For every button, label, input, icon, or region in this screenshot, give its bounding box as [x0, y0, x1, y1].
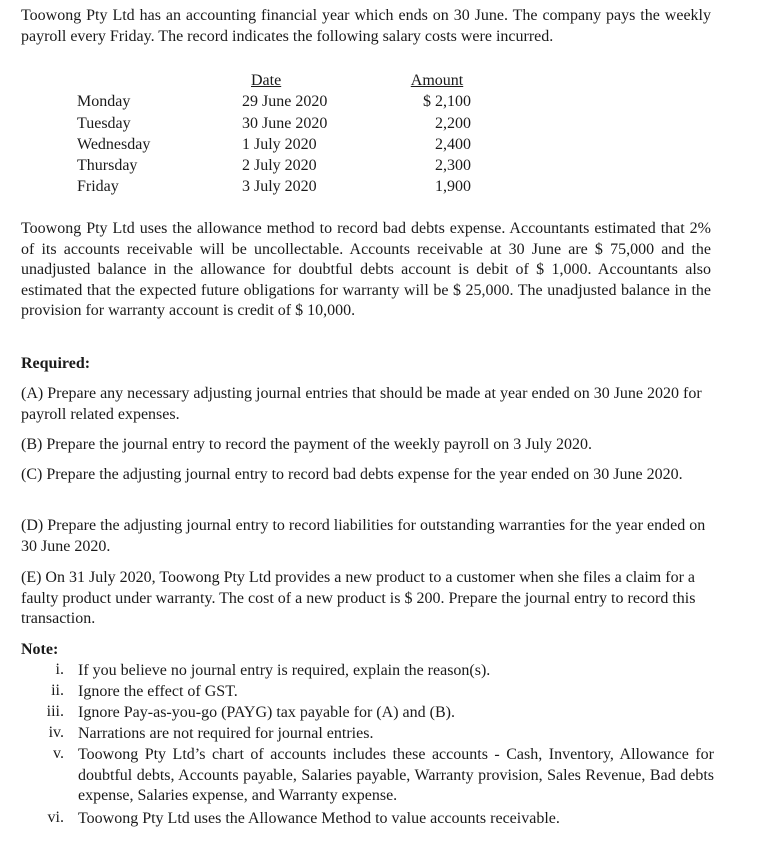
table-row-date: 3 July 2020: [242, 178, 317, 196]
amount-header: Amount: [410, 72, 464, 89]
note-number: i.: [55, 661, 64, 678]
amount-column: [403, 70, 471, 198]
table-row-amount: 1,900: [435, 178, 471, 196]
note-number: iii.: [46, 703, 64, 720]
day-column: [77, 70, 150, 198]
table-row-date: 30 June 2020: [242, 114, 328, 132]
note-number: vi.: [47, 809, 64, 826]
question-d: (D) Prepare the adjusting journal entry to record liabilities for outstanding warranties for the year ended on 30 June 2020.: [21, 517, 706, 555]
question-b: (B) Prepare the journal entry to record the payment of the weekly payroll on 3 July 2020.: [21, 436, 592, 453]
note-text: Toowong Pty Ltd’s chart of accounts includes these accounts - Cash, Inventory, Allowance for doubtful debts, Accounts payable, Salaries payable, Warranty provision, Sales Revenue, Bad debts expense, Salaries expense, and Warranty expense.: [78, 746, 714, 804]
table-row-date: 29 June 2020: [242, 93, 328, 111]
note-number: iv.: [48, 724, 64, 741]
table-row-day: Thursday: [77, 157, 138, 175]
intro-paragraph: Toowong Pty Ltd has an accounting financial year which ends on 30 June. The company pays the weekly payroll every Friday. The record indicates the following salary costs were incurred.: [21, 7, 711, 45]
note-text: If you believe no journal entry is required, explain the reason(s).: [78, 662, 491, 679]
date-header: Date: [251, 72, 282, 89]
table-row-date: 2 July 2020: [242, 157, 317, 175]
table-row-day: Monday: [77, 93, 131, 111]
question-e: (E) On 31 July 2020, Toowong Pty Ltd provides a new product to a customer when she files a claim for a faulty product under warranty. The cost of a new product is $ 200. Prepare the journal entry to record this transaction.: [21, 569, 696, 627]
table-row-amount: 2,400: [435, 135, 471, 153]
note-number: ii.: [51, 682, 64, 699]
salary-cost-table: [0, 70, 757, 200]
table-row-amount: $ 2,100: [423, 93, 471, 111]
table-row-amount: 2,300: [435, 157, 471, 175]
note-heading: Note:: [21, 641, 59, 658]
note-number: v.: [53, 745, 64, 762]
table-row-amount: 2,200: [435, 114, 471, 132]
note-text: Ignore Pay-as-you-go (PAYG) tax payable for (A) and (B).: [78, 704, 455, 721]
note-text: Narrations are not required for journal entries.: [78, 725, 374, 742]
table-row-day: Tuesday: [77, 114, 131, 132]
note-text: Toowong Pty Ltd uses the Allowance Method to value accounts receivable.: [78, 810, 560, 827]
note-text: Ignore the effect of GST.: [78, 683, 238, 700]
allowance-paragraph: Toowong Pty Ltd uses the allowance method to record bad debts expense. Accountants estimated that 2% of its accounts receivable will be uncollectable. Accounts receivable at 30 June are $ 75,000 and the unadjusted balance in the allowance for doubtful debts account is debit of $ 1,000. Accountants also estimated that the expected future obligations for warranty will be $ 25,000. The unadjusted balance in the provision for warranty account is credit of $ 10,000.: [21, 220, 711, 319]
date-column: [242, 70, 327, 198]
table-row-day: Wednesday: [77, 135, 151, 153]
table-row-date: 1 July 2020: [242, 135, 317, 153]
question-a: (A) Prepare any necessary adjusting journal entries that should be made at year ended on 30 June 2020 for payroll related expenses.: [21, 385, 702, 423]
table-row-day: Friday: [77, 178, 119, 196]
question-c: (C) Prepare the adjusting journal entry to record bad debts expense for the year ended on 30 June 2020.: [21, 466, 683, 483]
required-heading: Required:: [21, 355, 91, 372]
